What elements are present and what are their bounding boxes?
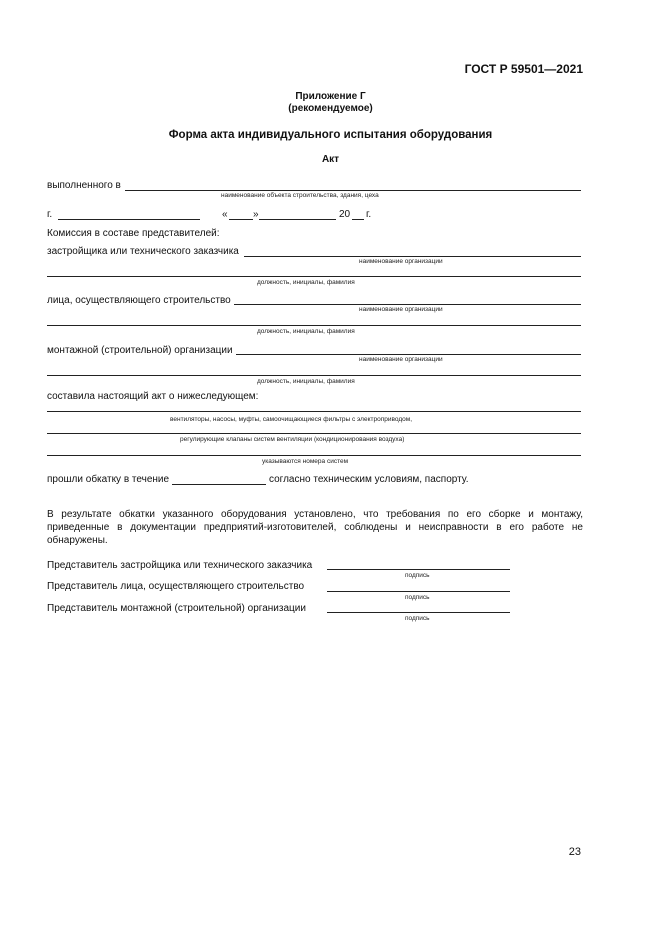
- installer-org-caption: наименование организации: [359, 356, 443, 363]
- runin-suffix: согласно техническим условиям, паспорту.: [269, 474, 469, 485]
- performed-field[interactable]: [125, 190, 581, 191]
- city-field[interactable]: [58, 219, 200, 220]
- act-title: Акт: [321, 154, 340, 165]
- signature-field-customer[interactable]: [327, 569, 510, 570]
- customer-person-field[interactable]: [47, 276, 581, 277]
- customer-org-caption: наименование организации: [359, 258, 443, 265]
- signature-caption-builder: подпись: [405, 594, 430, 601]
- city-label: г.: [47, 209, 53, 220]
- signature-label-installer: Представитель монтажной (строительной) организации: [47, 603, 306, 614]
- performed-label: выполненного в: [47, 180, 121, 191]
- standard-number: ГОСТ Р 59501—2021: [464, 62, 583, 76]
- appendix-note: (рекомендуемое): [288, 103, 373, 114]
- day-field[interactable]: [229, 219, 253, 220]
- builder-org-caption: наименование организации: [359, 306, 443, 313]
- equipment-field-3[interactable]: [47, 455, 581, 456]
- date-open-quote: «: [222, 209, 228, 220]
- signature-caption-customer: подпись: [405, 572, 430, 579]
- installer-org-field[interactable]: [236, 354, 581, 355]
- date-close-quote: »: [253, 209, 259, 220]
- builder-org-field[interactable]: [234, 304, 581, 305]
- equipment-field-1[interactable]: [47, 411, 581, 412]
- signature-label-customer: Представитель застройщика или технического заказчика: [47, 560, 313, 571]
- appendix-heading: [0, 91, 661, 115]
- customer-org-field[interactable]: [244, 256, 581, 257]
- year-suffix: г.: [366, 209, 372, 220]
- equipment-field-2[interactable]: [47, 433, 581, 434]
- month-field[interactable]: [259, 219, 336, 220]
- runin-duration-field[interactable]: [172, 484, 266, 485]
- signature-caption-installer: подпись: [405, 615, 430, 622]
- builder-person-field[interactable]: [47, 325, 581, 326]
- installer-label: монтажной (строительной) организации: [47, 345, 233, 356]
- installer-person-field[interactable]: [47, 375, 581, 376]
- runin-label: прошли обкатку в течение: [47, 474, 170, 485]
- builder-label: лица, осуществляющего строительство: [47, 295, 231, 306]
- year-label: 20: [339, 209, 351, 220]
- equipment-caption-1: вентиляторы, насосы, муфты, самоочищающиеся фильтры с электроприводом,: [170, 416, 413, 423]
- appendix-title: Приложение Г: [295, 91, 366, 102]
- form-title: Форма акта индивидуального испытания оборудования: [168, 129, 493, 141]
- customer-person-caption: должность, инициалы, фамилия: [257, 279, 355, 286]
- installer-person-caption: должность, инициалы, фамилия: [257, 378, 355, 385]
- year-field[interactable]: [352, 219, 364, 220]
- compiled-label: составила настоящий акт о нижеследующем:: [47, 391, 259, 402]
- signature-field-installer[interactable]: [327, 612, 510, 613]
- customer-label: застройщика или технического заказчика: [47, 246, 239, 257]
- result-paragraph: В результате обкатки указанного оборудования установлено, что требования по его сборке и монтажу, приведенные в документации предприятий-изготовителей, соблюдены и неисправности в его работе не обнаружены.: [47, 509, 583, 546]
- performed-caption: наименование объекта строительства, здания, цеха: [221, 192, 379, 199]
- builder-person-caption: должность, инициалы, фамилия: [257, 328, 355, 335]
- equipment-caption-3: указываются номера систем: [262, 458, 349, 465]
- commission-label: Комиссия в составе представителей:: [47, 228, 220, 239]
- page-number: 23: [568, 846, 581, 858]
- equipment-caption-2: регулирующие клапаны систем вентиляции (кондиционирования воздуха): [180, 436, 405, 443]
- signature-field-builder[interactable]: [327, 591, 510, 592]
- signature-label-builder: Представитель лица, осуществляющего строительство: [47, 581, 305, 592]
